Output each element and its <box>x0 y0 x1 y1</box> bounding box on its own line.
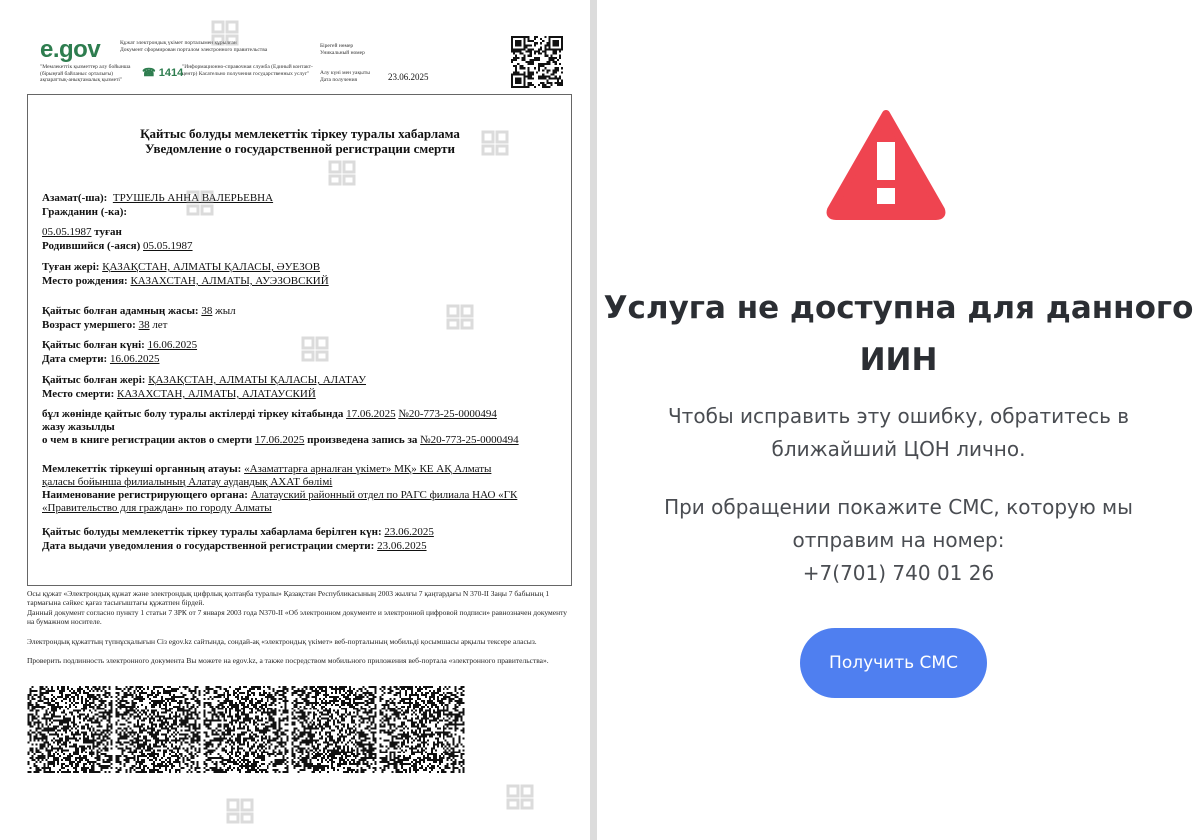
error-title: Услуга не доступна для данного ИИН <box>603 290 1194 378</box>
watermark-icon <box>322 152 362 192</box>
received-date-label: Алу күні мен уақыты Дата получения <box>320 70 370 83</box>
birth-date-ru: Родившийся (-аяся) 05.05.1987 <box>42 240 193 252</box>
unique-number-label: Бірегей нөмер Уникальный номер <box>320 43 365 56</box>
citizen-row: Азамат(-ша): ТРУШЕЛЬ АННА ВАЛЕРЬЕВНА <box>42 192 274 204</box>
watermark-icon <box>500 776 540 816</box>
issued-date-ru: Дата выдачи уведомления о государственной регистрации смерти: 23.06.2025 <box>42 540 427 552</box>
death-date-kk: Қайтыс болған күні: 16.06.2025 <box>42 339 198 351</box>
error-instruction: Чтобы исправить эту ошибку, обратитесь в ближайший ЦОН лично. <box>667 404 1130 461</box>
sms-instruction: При обращении покажите СМС, которую мы отправим на номер: +7(701) 740 01 26 <box>597 491 1200 590</box>
contact-center-note: "Мемлекеттік қызметтер алу бойынша (бірыңғай байланыс орталығы) ақпараттық-анықтамалық қызметі" <box>40 64 131 83</box>
citizen-label-ru: Гражданин (-ка): <box>42 206 128 218</box>
death-place-ru: Место смерти: КАЗАХСТАН, АЛМАТЫ, АЛАТАУСКИЙ <box>42 388 316 400</box>
received-date: 23.06.2025 <box>388 72 429 82</box>
birthplace-ru: Место рождения: КАЗАХСТАН, АЛМАТЫ, АУЭЗОВСКИЙ <box>42 275 329 287</box>
egov-logo: e.gov <box>40 36 101 63</box>
watermark-icon <box>295 328 335 368</box>
panel-divider <box>590 0 597 840</box>
barcode-1 <box>27 686 113 773</box>
barcode-2 <box>115 686 201 773</box>
org-ru-2: «Правительство для граждан» по городу Алматы <box>42 502 272 514</box>
watermark-icon <box>475 122 515 162</box>
org-kk-2: қаласы бойынша филиалының Алатау аудандық АХАТ бөлімі <box>42 476 333 488</box>
record-kk: бұл жөнінде қайтыс болу туралы актілерді тіркеу кітабында 17.06.2025 №20-773-25-0000494 <box>42 408 497 420</box>
watermark-icon <box>220 790 260 830</box>
document-title-kk: Қайтыс болуды мемлекеттік тіркеу туралы хабарлама <box>140 126 460 141</box>
watermark-icon <box>440 296 480 336</box>
barcode-4 <box>291 686 377 773</box>
verify-note-ru: Проверить подлинность электронного документа Вы можете на egov.kz, а также посредством мобильного приложения веб-портала «электронного правительства». <box>27 656 549 665</box>
legal-note-ru: Данный документ согласно пункту 1 статьи 7 ЗРК от 7 января 2003 года N370-II «Об электронном документе и электронной цифровой подписи» равнозначен документу на бумажном носителе. <box>27 608 568 626</box>
death-date-ru: Дата смерти: 16.06.2025 <box>42 353 160 365</box>
barcode-5 <box>379 686 465 773</box>
watermark-icon <box>205 12 245 52</box>
issuer-note: Құжат электрондық үкімет порталымен құрылған Документ сформирован порталом электронного правительства <box>120 40 268 53</box>
barcode-3 <box>203 686 289 773</box>
contact-phone: ☎ 1414 <box>142 67 184 79</box>
org-ru: Наименование регистрирующего органа: Алатауский районный отдел по РАГС филиала НАО «ГК <box>42 489 518 501</box>
service-note: "Информационно-справочная служба (Единый контакт-центр) Касательно получения государственных услуг" <box>182 64 313 77</box>
warning-icon <box>825 108 947 220</box>
age-ru: Возраст умершего: 38 лет <box>42 319 168 331</box>
watermark-icon <box>180 182 220 222</box>
org-kk: Мемлекеттік тіркеуші органның атауы: «Азаматтарға арналған үкімет» МҚ» КЕ АҚ Алматы <box>42 463 492 475</box>
qr-code <box>511 36 563 88</box>
birthplace-kk: Туған жері: ҚАЗАҚСТАН, АЛМАТЫ ҚАЛАСЫ, ӘУЕЗОВ <box>42 261 321 273</box>
death-notice-document <box>0 0 592 840</box>
phone-number: +7(701) 740 01 26 <box>802 561 995 585</box>
age-kk: Қайтыс болған адамның жасы: 38 жыл <box>42 305 236 317</box>
get-sms-button[interactable]: Получить СМС <box>800 628 987 698</box>
birth-date-kk: 05.05.1987 туған <box>42 226 122 238</box>
death-place-kk: Қайтыс болған жері: ҚАЗАҚСТАН, АЛМАТЫ ҚАЛАСЫ, АЛАТАУ <box>42 374 367 386</box>
error-panel <box>597 0 1200 840</box>
verify-note-kk: Электрондық құжаттың түпнұсқалығын Сіз egov.kz сайтында, сондай-ақ «электрондық үкімет» веб-порталының мобильді қосымшасы арқылы тексере аласыз. <box>27 637 537 646</box>
record-ru: о чем в книге регистрации актов о смерти 17.06.2025 произведена запись за №20-773-25-0000494 <box>42 434 519 446</box>
document-title-ru: Уведомление о государственной регистрации смерти <box>145 141 455 156</box>
legal-note-kk: Осы құжат «Электрондық құжат және электрондық цифрлық қолтаңба туралы» Қазақстан Республикасының 2003 жылғы 7 қаңтардағы N 370-II Заңы 7 бабының 1 тармағына сәйкес қағаз тасығыштағы құжатпен бірдей. <box>27 589 550 607</box>
issued-date-kk: Қайтыс болуды мемлекеттік тіркеу туралы хабарлама берілген күн: 23.06.2025 <box>42 526 434 538</box>
record-kk-2: жазу жазылды <box>42 421 115 433</box>
